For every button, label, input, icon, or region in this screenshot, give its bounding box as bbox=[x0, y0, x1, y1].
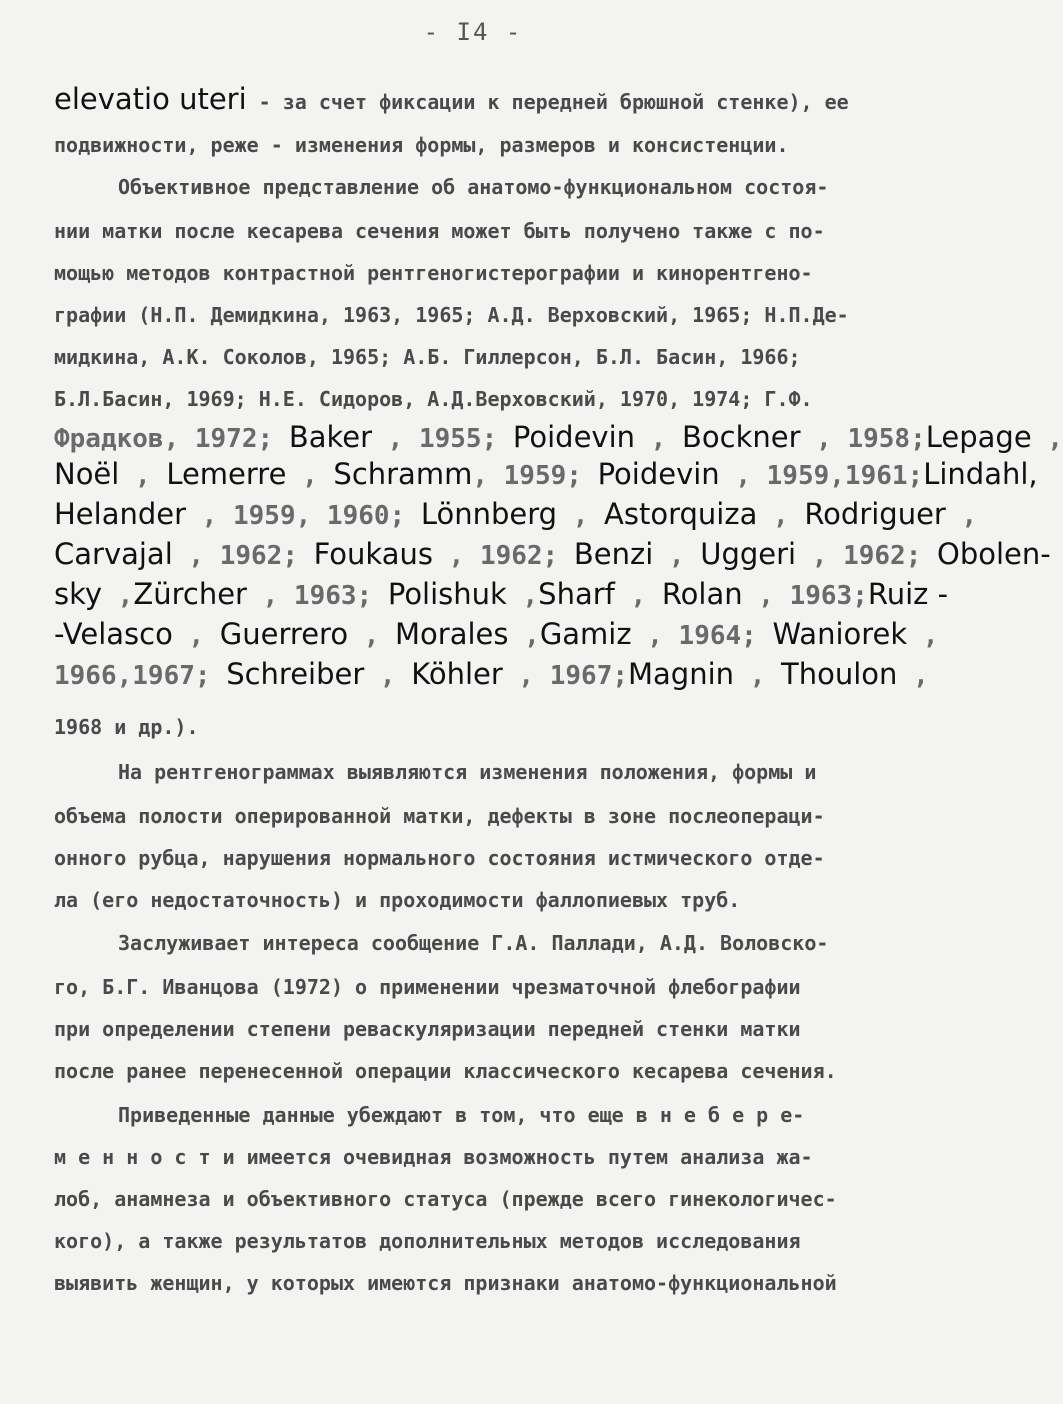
handwritten-text: -Velasco bbox=[54, 617, 173, 651]
handwritten-text: Uggeri bbox=[700, 537, 797, 571]
handwritten-text: elevatio uteri bbox=[54, 82, 247, 116]
text-span: , 1959; bbox=[472, 461, 598, 491]
page-number: - I4 - bbox=[423, 18, 523, 46]
handwritten-text: Bockner bbox=[681, 420, 801, 454]
handwritten-text: Gamiz bbox=[539, 617, 632, 651]
handwritten-text: Obolen- bbox=[937, 537, 1051, 571]
handwritten-text: Waniorek bbox=[772, 617, 908, 651]
text-span: , bbox=[364, 661, 412, 691]
text-line: Заслуживает интереса сообщение Г.А. Паллади, А.Д. Воловско- bbox=[118, 931, 829, 955]
handwritten-text: Poidevin bbox=[597, 457, 720, 491]
text-line: после ранее перенесенной операции классического кесарева сечения. bbox=[54, 1059, 837, 1083]
text-span: , bbox=[508, 621, 540, 651]
text-line: объема полости оперированной матки, дефекты в зоне послеопераци- bbox=[54, 804, 825, 828]
handwritten-text: Ruiz - bbox=[867, 577, 949, 611]
handwritten-text: Polishuk bbox=[387, 577, 507, 611]
handwritten-text: Morales bbox=[395, 617, 509, 651]
text-span: , 1962; bbox=[172, 541, 314, 571]
handwritten-text: Schramm bbox=[333, 457, 473, 491]
text-line: онного рубца, нарушения нормального состояния истмического отде- bbox=[54, 846, 825, 870]
text-span: , bbox=[172, 621, 220, 651]
text-span: , bbox=[635, 424, 682, 454]
text-span: , bbox=[734, 661, 782, 691]
text-span: 1966,1967; bbox=[54, 661, 227, 691]
text-span: , bbox=[907, 621, 939, 651]
text-line bbox=[54, 84, 894, 117]
reference-line bbox=[54, 420, 1063, 456]
text-span: , bbox=[757, 501, 805, 531]
text-line: мощью методов контрастной рентгеногистерографии и кинорентгено- bbox=[54, 261, 813, 285]
text-span: Фрадков, 1972; bbox=[54, 424, 289, 454]
text-span: , bbox=[945, 501, 978, 531]
text-span: , bbox=[897, 661, 929, 691]
text-line: при определении степени реваскуляризации передней стенки матки bbox=[54, 1017, 801, 1041]
handwritten-text: Lemerre bbox=[166, 457, 287, 491]
text-span: , bbox=[653, 541, 701, 571]
handwritten-text: Lepage bbox=[925, 420, 1032, 454]
reference-line bbox=[54, 617, 939, 653]
handwritten-text: Noël bbox=[54, 457, 120, 491]
text-span: , bbox=[348, 621, 396, 651]
text-line: 1968 и др.). bbox=[54, 715, 199, 739]
handwritten-text: Guerrero bbox=[219, 617, 349, 651]
text-span: , 1963; bbox=[246, 581, 388, 611]
reference-line bbox=[54, 537, 1051, 573]
handwritten-text: Astorquiza bbox=[604, 497, 758, 531]
text-line: подвижности, реже - изменения формы, размеров и консистенции. bbox=[54, 133, 789, 157]
text-line: ла (его недостаточность) и проходимости фаллопиевых труб. bbox=[54, 888, 741, 912]
handwritten-text: Helander bbox=[54, 497, 187, 531]
text-span: , bbox=[614, 581, 662, 611]
text-span: , bbox=[286, 461, 334, 491]
handwritten-text: Baker bbox=[288, 420, 373, 454]
text-line: мидкина, А.К. Соколов, 1965; А.Б. Гиллерсон, Б.Л. Басин, 1966; bbox=[54, 345, 801, 369]
text-line: выявить женщин, у которых имеются признаки анатомо-функциональной bbox=[54, 1271, 837, 1295]
handwritten-text: Lindahl, bbox=[923, 457, 1038, 491]
text-line: Приведенные данные убеждают в том, что еще в н е б е р е- bbox=[118, 1103, 805, 1127]
text-span: , 1964; bbox=[631, 621, 773, 651]
handwritten-text: Rolan bbox=[661, 577, 743, 611]
reference-line bbox=[54, 497, 978, 533]
text-span: , 1963; bbox=[742, 581, 868, 611]
text-line: нии матки после кесарева сечения может быть получено также с по- bbox=[54, 219, 825, 243]
text-line: кого), а также результатов дополнительных методов исследования bbox=[54, 1229, 801, 1253]
reference-line bbox=[54, 657, 929, 693]
text-line: На рентгенограммах выявляются изменения положения, формы и bbox=[118, 760, 817, 784]
handwritten-text: Zürcher bbox=[133, 577, 247, 611]
handwritten-text: Foukaus bbox=[313, 537, 433, 571]
text-span: , 1962; bbox=[432, 541, 574, 571]
text-line: графии (Н.П. Демидкина, 1963, 1965; А.Д. Верховский, 1965; Н.П.Де- bbox=[54, 303, 849, 327]
text-span: , bbox=[506, 581, 539, 611]
handwritten-text: Thoulon bbox=[781, 657, 898, 691]
text-span: , bbox=[102, 581, 134, 611]
text-span: , 1958; bbox=[800, 424, 926, 454]
handwritten-text: sky bbox=[54, 577, 103, 611]
text-line: м е н н о с т и имеется очевидная возможность путем анализа жа- bbox=[54, 1145, 813, 1169]
text-span: , 1967; bbox=[502, 661, 629, 691]
reference-line bbox=[54, 457, 1038, 493]
handwritten-text: Poidevin bbox=[512, 420, 636, 454]
handwritten-text: Rodriguer bbox=[804, 497, 946, 531]
text-span: , bbox=[119, 461, 167, 491]
handwritten-text: Köhler bbox=[411, 657, 503, 691]
text-line: Б.Л.Басин, 1969; Н.Е. Сидоров, А.Д.Верховский, 1970, 1974; Г.Ф. bbox=[54, 387, 813, 411]
text-line: Объективное представление об анатомо-функциональном состоя- bbox=[118, 175, 829, 199]
text-span: , 1959,1961; bbox=[719, 461, 924, 491]
handwritten-text: Benzi bbox=[573, 537, 654, 571]
text-span: , bbox=[1031, 424, 1063, 454]
handwritten-text: Lönnberg bbox=[420, 497, 558, 531]
text-line: го, Б.Г. Иванцова (1972) о применении чрезматочной флебографии bbox=[54, 975, 801, 999]
reference-line bbox=[54, 577, 949, 613]
handwritten-text: Schreiber bbox=[226, 657, 365, 691]
text-line: лоб, анамнеза и объективного статуса (прежде всего гинекологичес- bbox=[54, 1187, 837, 1211]
text-span: , 1959, 1960; bbox=[186, 501, 421, 531]
text-span: , 1962; bbox=[796, 541, 938, 571]
text-span: , bbox=[557, 501, 605, 531]
text-span: - за счет фиксации к передней брюшной стенке), ее bbox=[246, 90, 849, 114]
handwritten-text: Magnin bbox=[628, 657, 735, 691]
handwritten-text: Carvajal bbox=[54, 537, 173, 571]
text-span: , 1955; bbox=[372, 424, 513, 454]
handwritten-text: Sharf bbox=[538, 577, 615, 611]
